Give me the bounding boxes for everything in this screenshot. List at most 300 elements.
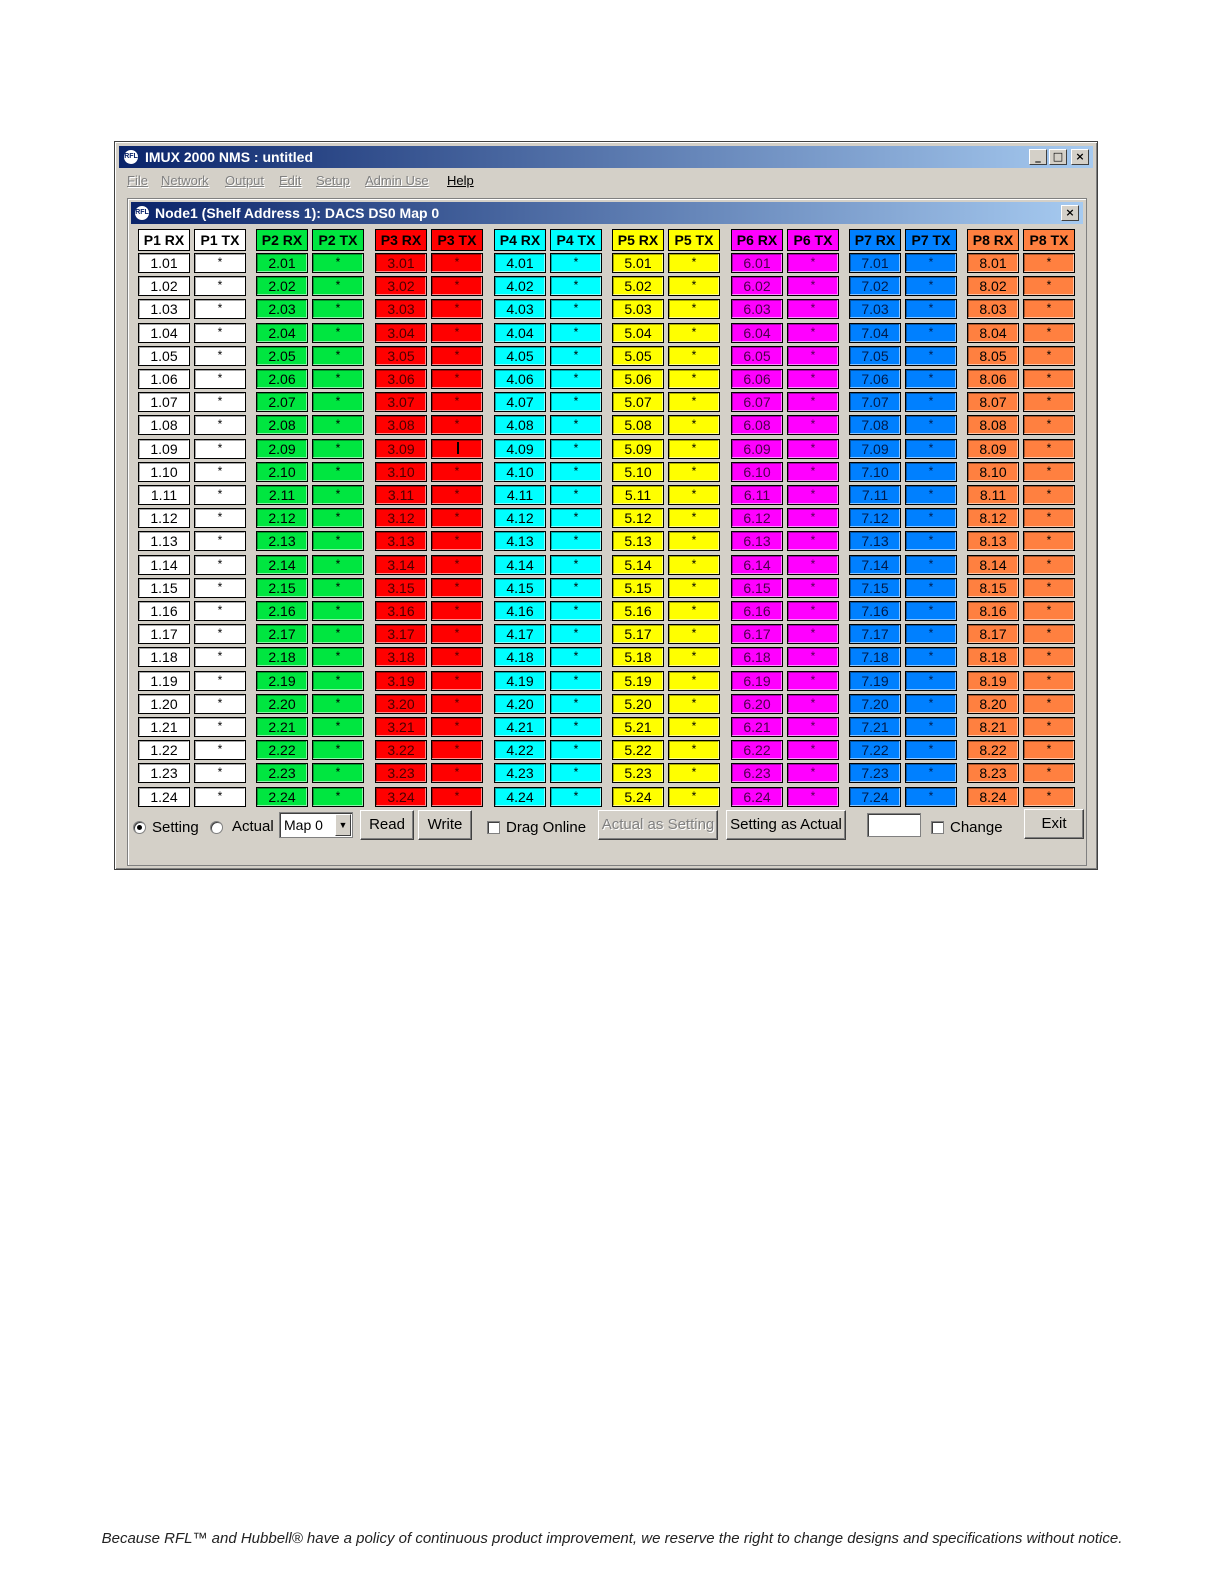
map-cell[interactable]: 4.06 [494,369,546,389]
map-cell[interactable]: 7.20 [849,694,901,714]
map-cell[interactable]: * [1023,531,1075,551]
map-cell[interactable]: 3.21 [375,717,427,737]
map-cell[interactable]: 2.18 [256,647,308,667]
map-cell[interactable]: * [431,763,483,783]
map-cell[interactable]: * [787,346,839,366]
map-cell[interactable]: * [668,323,720,343]
map-cell[interactable]: 5.02 [612,276,664,296]
map-cell[interactable]: * [668,694,720,714]
map-cell[interactable]: 1.07 [138,392,190,412]
map-cell[interactable]: * [431,392,483,412]
map-cell[interactable]: 4.15 [494,578,546,598]
map-cell[interactable]: 6.05 [731,346,783,366]
map-cell[interactable]: * [787,369,839,389]
map-cell[interactable]: * [668,531,720,551]
map-cell[interactable]: * [312,462,364,482]
map-cell[interactable]: * [1023,555,1075,575]
change-input[interactable] [867,813,921,837]
map-cell[interactable]: * [312,392,364,412]
map-cell[interactable]: 5.11 [612,485,664,505]
map-cell[interactable]: 5.15 [612,578,664,598]
map-cell[interactable]: * [787,601,839,621]
map-cell[interactable]: 7.21 [849,717,901,737]
map-cell[interactable]: * [1023,578,1075,598]
map-cell[interactable]: 5.24 [612,787,664,807]
map-cell[interactable]: 1.16 [138,601,190,621]
map-cell[interactable]: 1.06 [138,369,190,389]
map-cell[interactable]: * [905,671,957,691]
map-cell[interactable]: * [668,439,720,459]
child-close-button[interactable]: × [1061,205,1079,221]
map-cell[interactable]: * [194,369,246,389]
map-cell[interactable]: 3.11 [375,485,427,505]
map-cell[interactable]: 6.13 [731,531,783,551]
map-cell[interactable]: 2.19 [256,671,308,691]
map-cell[interactable]: 2.12 [256,508,308,528]
map-cell[interactable]: * [1023,323,1075,343]
map-cell[interactable]: * [550,369,602,389]
map-cell[interactable]: 3.07 [375,392,427,412]
map-cell[interactable]: 4.01 [494,253,546,273]
map-cell[interactable]: * [312,694,364,714]
map-cell[interactable]: * [787,787,839,807]
map-cell[interactable]: 4.17 [494,624,546,644]
map-cell[interactable]: * [787,485,839,505]
map-cell[interactable]: * [194,555,246,575]
map-cell[interactable]: * [312,740,364,760]
map-cell[interactable]: * [905,624,957,644]
map-cell[interactable]: 5.12 [612,508,664,528]
map-cell[interactable]: 7.22 [849,740,901,760]
map-cell[interactable]: 4.02 [494,276,546,296]
map-cell[interactable]: * [550,439,602,459]
map-cell[interactable]: * [905,717,957,737]
map-cell[interactable]: * [194,346,246,366]
map-cell[interactable]: * [1023,624,1075,644]
map-cell[interactable]: 1.10 [138,462,190,482]
map-cell[interactable]: * [431,717,483,737]
map-cell[interactable]: 3.15 [375,578,427,598]
map-cell[interactable]: 2.16 [256,601,308,621]
actual-radio[interactable] [210,821,223,834]
map-cell[interactable]: 6.24 [731,787,783,807]
map-cell[interactable]: 4.21 [494,717,546,737]
maximize-button[interactable]: □ [1049,149,1067,165]
map-cell[interactable]: 6.21 [731,717,783,737]
drag-online-checkbox[interactable] [487,821,500,834]
map-cell[interactable]: 6.17 [731,624,783,644]
map-cell[interactable]: * [787,415,839,435]
map-cell[interactable]: 6.19 [731,671,783,691]
map-cell[interactable]: 4.19 [494,671,546,691]
map-cell[interactable]: * [668,578,720,598]
map-cell[interactable]: 7.09 [849,439,901,459]
map-cell[interactable]: 5.06 [612,369,664,389]
map-cell[interactable]: 4.16 [494,601,546,621]
map-cell[interactable]: 8.07 [967,392,1019,412]
map-cell[interactable]: 8.16 [967,601,1019,621]
map-cell[interactable]: * [1023,299,1075,319]
map-cell[interactable]: * [1023,462,1075,482]
map-cell[interactable]: * [550,555,602,575]
app-titlebar[interactable] [119,146,1093,168]
map-cell[interactable]: * [668,740,720,760]
map-cell[interactable]: 1.14 [138,555,190,575]
map-cell[interactable]: * [787,253,839,273]
map-cell[interactable]: 1.21 [138,717,190,737]
map-select[interactable] [279,812,353,838]
map-cell[interactable]: * [312,531,364,551]
map-cell[interactable]: * [905,601,957,621]
menu-edit[interactable]: Edit [279,173,302,188]
map-cell[interactable]: * [668,787,720,807]
map-cell[interactable]: * [431,601,483,621]
map-cell[interactable]: * [550,763,602,783]
map-cell[interactable]: 3.23 [375,763,427,783]
map-cell[interactable]: 1.19 [138,671,190,691]
map-cell[interactable]: * [431,671,483,691]
map-cell[interactable]: * [194,763,246,783]
map-cell[interactable]: * [668,415,720,435]
map-cell[interactable]: 3.19 [375,671,427,691]
map-cell[interactable]: * [194,601,246,621]
map-cell[interactable]: * [668,253,720,273]
map-cell[interactable]: * [787,323,839,343]
map-cell[interactable]: * [668,647,720,667]
map-cell[interactable]: * [312,276,364,296]
map-cell[interactable]: * [431,647,483,667]
map-cell[interactable]: 8.23 [967,763,1019,783]
map-cell[interactable]: 5.04 [612,323,664,343]
map-cell[interactable]: 5.13 [612,531,664,551]
map-cell[interactable]: * [787,694,839,714]
map-cell[interactable]: 3.24 [375,787,427,807]
map-cell[interactable]: * [905,369,957,389]
map-cell[interactable]: * [194,531,246,551]
map-cell[interactable]: * [1023,415,1075,435]
map-cell[interactable]: * [550,299,602,319]
map-cell[interactable]: * [787,763,839,783]
close-button[interactable]: × [1071,149,1089,165]
map-cell[interactable]: 8.06 [967,369,1019,389]
map-cell[interactable]: * [1023,369,1075,389]
map-cell[interactable]: * [431,531,483,551]
map-cell[interactable]: 4.03 [494,299,546,319]
map-cell[interactable]: 7.13 [849,531,901,551]
map-cell[interactable]: * [431,276,483,296]
map-cell[interactable]: 3.18 [375,647,427,667]
map-cell[interactable]: 3.04 [375,323,427,343]
map-cell[interactable]: 1.08 [138,415,190,435]
map-cell[interactable]: 6.10 [731,462,783,482]
map-cell[interactable]: 2.14 [256,555,308,575]
map-cell[interactable]: * [1023,787,1075,807]
map-cell[interactable]: 7.02 [849,276,901,296]
map-cell[interactable]: 3.22 [375,740,427,760]
menu-help[interactable]: Help [447,173,474,188]
map-cell[interactable]: * [431,323,483,343]
map-cell[interactable]: 6.22 [731,740,783,760]
map-cell[interactable]: 2.06 [256,369,308,389]
map-cell[interactable]: 2.10 [256,462,308,482]
map-cell[interactable]: 2.07 [256,392,308,412]
map-cell[interactable]: 3.14 [375,555,427,575]
map-cell[interactable]: 7.08 [849,415,901,435]
map-cell[interactable]: 7.23 [849,763,901,783]
map-cell[interactable]: * [312,439,364,459]
map-cell[interactable]: 5.20 [612,694,664,714]
map-cell[interactable]: 8.18 [967,647,1019,667]
map-cell[interactable]: * [550,694,602,714]
menu-file[interactable]: File [127,173,148,188]
map-cell[interactable]: * [1023,671,1075,691]
map-cell[interactable]: 6.08 [731,415,783,435]
map-cell[interactable]: 6.06 [731,369,783,389]
map-cell[interactable]: * [431,508,483,528]
map-cell[interactable]: 7.11 [849,485,901,505]
map-cell[interactable]: * [312,555,364,575]
menu-output[interactable]: Output [225,173,265,188]
map-cell[interactable]: * [905,392,957,412]
map-cell[interactable]: 4.05 [494,346,546,366]
map-cell[interactable]: * [787,647,839,667]
chevron-down-icon[interactable]: ▼ [335,814,351,836]
map-cell[interactable]: * [668,601,720,621]
map-cell[interactable]: 2.22 [256,740,308,760]
map-cell[interactable]: * [194,694,246,714]
setting-radio[interactable] [133,821,146,834]
map-cell[interactable]: * [431,253,483,273]
map-cell[interactable]: * [787,555,839,575]
map-cell[interactable]: 2.04 [256,323,308,343]
map-cell[interactable]: * [787,392,839,412]
menu-admin-use[interactable]: Admin Use [365,173,429,188]
map-cell[interactable]: * [905,694,957,714]
map-cell[interactable]: 5.09 [612,439,664,459]
map-cell[interactable]: 1.02 [138,276,190,296]
map-cell[interactable]: 6.23 [731,763,783,783]
change-checkbox[interactable] [931,821,944,834]
child-titlebar[interactable] [131,202,1083,224]
map-cell[interactable]: 6.12 [731,508,783,528]
map-cell[interactable]: * [787,299,839,319]
map-cell[interactable]: 5.08 [612,415,664,435]
map-cell[interactable]: * [194,415,246,435]
map-cell[interactable]: 3.01 [375,253,427,273]
map-cell[interactable]: 8.08 [967,415,1019,435]
map-cell[interactable]: * [668,555,720,575]
map-cell[interactable]: 6.04 [731,323,783,343]
map-cell[interactable]: 8.12 [967,508,1019,528]
map-cell[interactable]: * [787,462,839,482]
map-cell[interactable]: 4.18 [494,647,546,667]
setting-as-actual-button[interactable]: Setting as Actual [726,810,846,840]
map-cell[interactable]: 2.05 [256,346,308,366]
map-cell[interactable]: * [312,346,364,366]
map-cell[interactable]: * [431,299,483,319]
map-cell[interactable]: 1.24 [138,787,190,807]
map-cell[interactable]: * [194,647,246,667]
map-cell[interactable]: 8.21 [967,717,1019,737]
map-cell[interactable]: 4.23 [494,763,546,783]
map-cell[interactable]: * [312,578,364,598]
map-cell[interactable]: * [1023,253,1075,273]
map-cell[interactable]: 6.18 [731,647,783,667]
map-cell[interactable]: 3.03 [375,299,427,319]
map-cell[interactable]: * [1023,439,1075,459]
map-cell[interactable]: * [550,624,602,644]
map-cell[interactable]: * [312,647,364,667]
map-cell[interactable]: 6.07 [731,392,783,412]
map-cell[interactable]: 6.16 [731,601,783,621]
map-cell[interactable]: * [431,415,483,435]
map-cell[interactable]: * [668,369,720,389]
map-cell[interactable]: * [312,485,364,505]
actual-as-setting-button[interactable]: Actual as Setting [598,810,718,840]
map-cell[interactable]: 7.01 [849,253,901,273]
map-cell[interactable]: 7.12 [849,508,901,528]
map-cell[interactable]: * [431,346,483,366]
map-cell[interactable]: 4.24 [494,787,546,807]
map-cell[interactable]: 4.20 [494,694,546,714]
map-cell[interactable]: * [668,462,720,482]
map-cell[interactable]: 1.12 [138,508,190,528]
map-cell[interactable]: * [431,624,483,644]
map-cell[interactable]: * [905,578,957,598]
map-cell[interactable]: 2.03 [256,299,308,319]
map-cell[interactable]: 5.19 [612,671,664,691]
map-cell[interactable]: 6.02 [731,276,783,296]
map-cell[interactable]: * [905,485,957,505]
map-cell[interactable]: 1.17 [138,624,190,644]
map-cell[interactable]: * [668,717,720,737]
map-cell[interactable]: * [431,462,483,482]
map-cell[interactable]: * [550,508,602,528]
map-cell[interactable]: 7.05 [849,346,901,366]
map-cell[interactable]: 7.15 [849,578,901,598]
map-cell[interactable]: 1.13 [138,531,190,551]
map-cell[interactable]: * [194,485,246,505]
map-cell[interactable]: 2.24 [256,787,308,807]
map-cell[interactable]: * [1023,647,1075,667]
map-cell[interactable]: 1.11 [138,485,190,505]
map-cell[interactable]: 3.06 [375,369,427,389]
map-cell[interactable]: 3.10 [375,462,427,482]
map-cell[interactable]: * [668,299,720,319]
map-cell[interactable]: 5.21 [612,717,664,737]
map-cell[interactable]: 1.09 [138,439,190,459]
map-cell[interactable]: * [905,439,957,459]
map-cell[interactable]: * [312,717,364,737]
map-cell[interactable]: * [550,601,602,621]
map-cell[interactable]: 1.22 [138,740,190,760]
map-cell[interactable]: * [787,671,839,691]
map-cell[interactable]: * [787,717,839,737]
map-cell[interactable]: * [905,346,957,366]
map-cell[interactable]: * [194,276,246,296]
map-cell[interactable]: * [550,578,602,598]
map-cell[interactable]: 1.03 [138,299,190,319]
map-cell[interactable]: * [194,392,246,412]
map-cell[interactable]: 7.10 [849,462,901,482]
map-cell[interactable]: 3.08 [375,415,427,435]
write-button[interactable]: Write [418,810,472,840]
map-cell[interactable]: 8.02 [967,276,1019,296]
map-cell[interactable]: * [312,253,364,273]
map-cell[interactable]: 5.05 [612,346,664,366]
map-cell[interactable]: * [550,346,602,366]
map-cell[interactable]: * [905,253,957,273]
map-cell[interactable]: * [550,740,602,760]
map-cell[interactable]: * [787,531,839,551]
map-cell[interactable]: 4.09 [494,439,546,459]
map-cell[interactable]: * [787,508,839,528]
map-cell[interactable]: 8.10 [967,462,1019,482]
map-cell[interactable]: * [194,508,246,528]
map-cell[interactable]: * [550,787,602,807]
map-cell[interactable]: 1.23 [138,763,190,783]
map-cell[interactable]: * [550,415,602,435]
map-cell[interactable]: * [905,740,957,760]
map-cell[interactable]: * [431,369,483,389]
map-cell[interactable]: * [194,671,246,691]
map-cell[interactable]: * [905,787,957,807]
map-cell[interactable]: * [905,276,957,296]
map-cell[interactable]: 2.17 [256,624,308,644]
map-cell[interactable]: 4.14 [494,555,546,575]
map-cell[interactable]: 4.22 [494,740,546,760]
map-cell[interactable]: * [194,299,246,319]
map-cell[interactable]: 2.08 [256,415,308,435]
map-cell[interactable]: * [312,323,364,343]
map-cell[interactable]: * [194,439,246,459]
map-cell[interactable]: * [550,485,602,505]
map-cell[interactable]: * [550,253,602,273]
map-cell[interactable]: 1.05 [138,346,190,366]
map-cell[interactable]: 8.24 [967,787,1019,807]
map-cell[interactable]: 4.07 [494,392,546,412]
map-cell[interactable]: * [194,253,246,273]
map-cell[interactable]: * [668,624,720,644]
map-cell[interactable]: 7.24 [849,787,901,807]
menu-setup[interactable]: Setup [316,173,350,188]
map-cell[interactable]: * [1023,694,1075,714]
map-cell[interactable]: * [431,578,483,598]
map-cell[interactable]: * [787,624,839,644]
map-cell[interactable]: 4.13 [494,531,546,551]
map-cell[interactable]: * [312,671,364,691]
map-cell[interactable]: 7.19 [849,671,901,691]
map-cell[interactable]: * [1023,485,1075,505]
map-cell[interactable]: * [550,671,602,691]
map-cell[interactable]: 6.14 [731,555,783,575]
map-cell[interactable]: 2.23 [256,763,308,783]
map-cell[interactable]: 4.12 [494,508,546,528]
map-cell[interactable]: 5.17 [612,624,664,644]
map-cell[interactable]: * [194,717,246,737]
map-cell[interactable]: * [550,531,602,551]
map-cell[interactable]: * [550,717,602,737]
map-cell[interactable]: 5.22 [612,740,664,760]
map-cell[interactable]: 8.22 [967,740,1019,760]
map-cell[interactable]: * [312,415,364,435]
map-cell[interactable]: 5.18 [612,647,664,667]
map-cell[interactable]: 7.03 [849,299,901,319]
map-cell[interactable]: 7.06 [849,369,901,389]
map-cell[interactable]: 3.20 [375,694,427,714]
map-cell[interactable]: 8.11 [967,485,1019,505]
map-cell[interactable]: 1.20 [138,694,190,714]
